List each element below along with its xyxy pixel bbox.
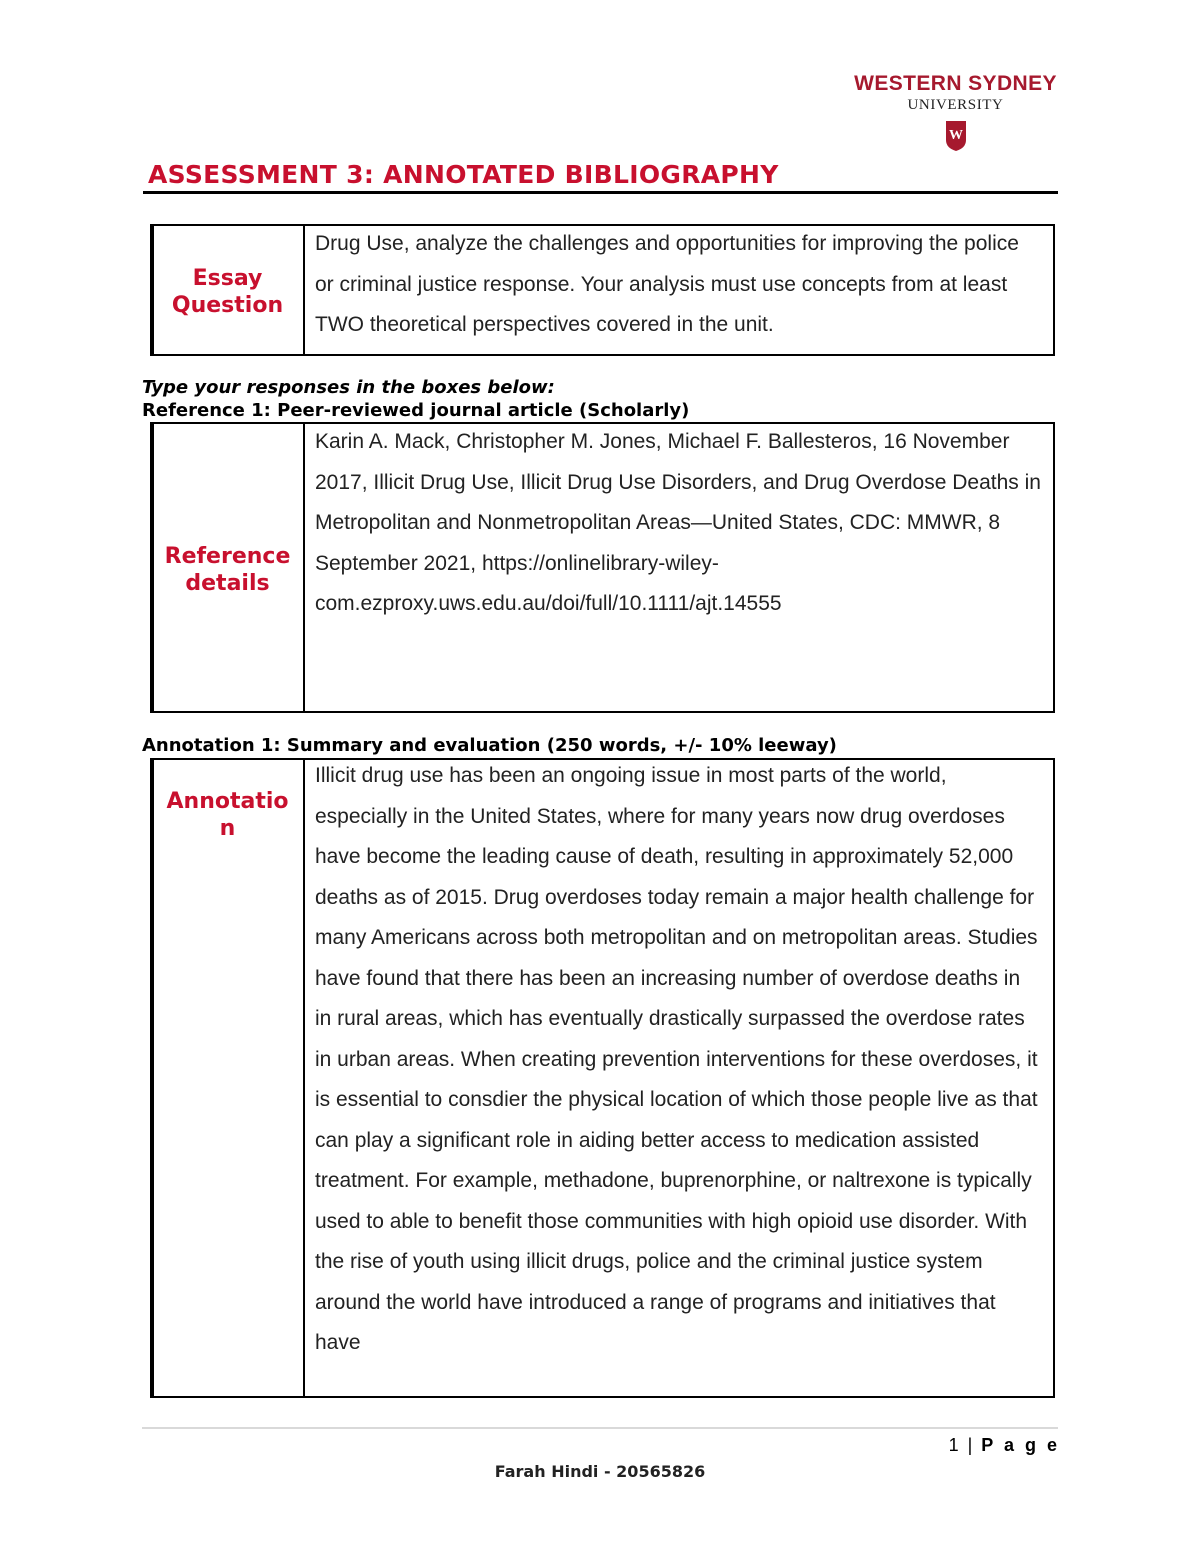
title-divider	[143, 191, 1058, 194]
essay-question-text[interactable]: Drug Use, analyze the challenges and opportunities for improving the police or criminal justice response. Your analysis must use concepts from at least TWO theoretical perspectives covered in the unit.	[315, 232, 1019, 336]
shield-icon	[945, 120, 967, 152]
shield-letter: W	[948, 128, 963, 143]
reference-details-text[interactable]: Karin A. Mack, Christopher M. Jones, Michael F. Ballesteros, 16 November 2017, Illicit Drug Use, Illicit Drug Use Disorders, and Drug Overdose Deaths in Metropolitan and Nonmetropolitan Areas—United States, CDC: MMWR, 8 September 2021, https://onlinelibrary-wiley-com.ezproxy.uws.edu.au/doi/full/10.1111/ajt.14555	[315, 430, 1041, 615]
reference-details-box	[150, 422, 1055, 713]
logo-subtitle: UNIVERSITY	[907, 97, 1004, 113]
annotation-text[interactable]: Illicit drug use has been an ongoing issue in most parts of the world, especially in the United States, where for many years now drug overdoses have become the leading cause of death, resulting in approximately 52,000 deaths as of 2015. Drug overdoses today remain a major health challenge for many Americans across both metropolitan and on metropolitan areas. Studies have found that there has been an increasing number of overdose deaths in in rural areas, which has eventually drastically surpassed the overdose rates in urban areas. When creating prevention interventions for these overdoses, it is essential to consdier the physical location of which those people live as that can play a significant role in aiding better access to medication assisted treatment. For example, methadone, buprenorphine, or naltrexone is typically used to able to benefit those communities with high opioid use disorder. With the rise of youth using illicit drugs, police and the criminal justice system around the world have introduced a range of programs and initiatives that have	[315, 764, 1038, 1354]
reference-1-heading: Reference 1: Peer-reviewed journal article (Scholarly)	[142, 400, 690, 421]
page-number-label: P a g e	[981, 1435, 1060, 1455]
page-title: ASSESSMENT 3: ANNOTATED BIBLIOGRAPHY	[148, 160, 779, 189]
footer-divider	[142, 1427, 1058, 1429]
essay-question-label: Essay Question	[152, 226, 305, 354]
university-logo	[848, 72, 1063, 156]
essay-question-box	[150, 224, 1055, 356]
annotation-label-line-2: n	[219, 816, 236, 841]
logo-name: WESTERN SYDNEY	[854, 72, 1057, 95]
annotation-label-line-1: Annotatio	[166, 789, 289, 814]
annotation-label	[152, 760, 305, 1396]
author-footer: Farah Hindi - 20565826	[494, 1462, 706, 1481]
page-number: 1 | P a g e	[948, 1435, 1060, 1455]
reference-details-label: Reference details	[152, 424, 305, 711]
annotation-box	[150, 758, 1055, 1398]
instruction-text: Type your responses in the boxes below:	[142, 377, 555, 398]
page-number-value: 1	[948, 1435, 961, 1455]
annotation-1-heading: Annotation 1: Summary and evaluation (250 words, +/- 10% leeway)	[142, 735, 837, 756]
